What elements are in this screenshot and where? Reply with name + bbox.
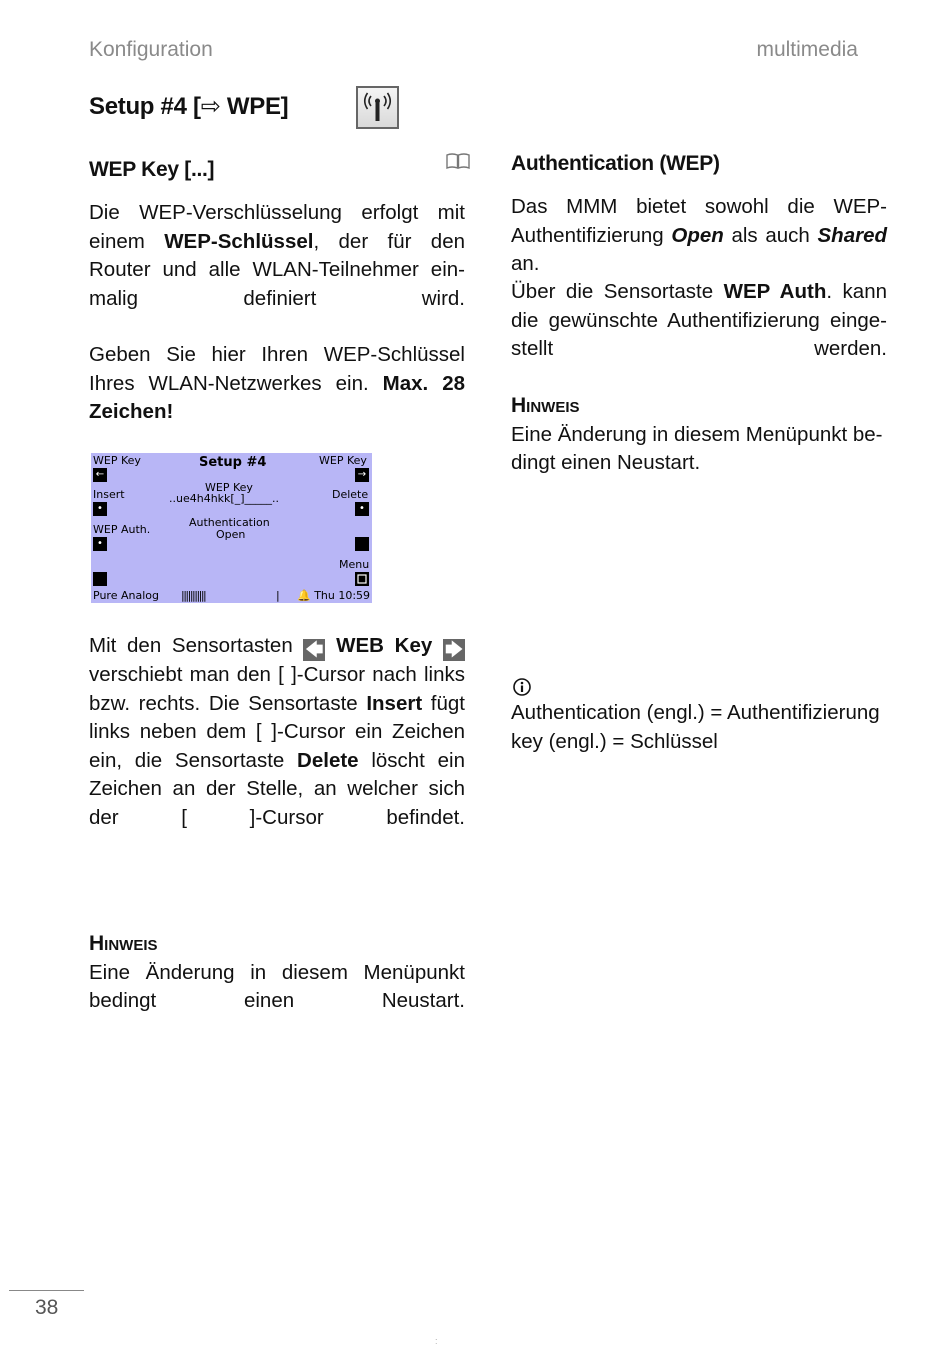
left-paragraph-3: Mit den Sensortasten 🡄 WEB Key 🡆 verschiebt man den [ ]-Cursor nach links bzw. rechts. Die Sensortaste Insert fügt links neben dem [ ]-Cursor ein Zeichen ein, die Sensortaste Delete löscht ein Zeichen an der Stelle, an welcher sich der [ ]-Cursor befindet. <box>89 634 466 829</box>
lcd-title: Setup #4 <box>199 455 267 470</box>
lcd-label-wep-auth: WEP Auth. <box>93 523 151 536</box>
left-paragraph-1: Die WEP-Verschlüsselung erfolgt mit einem WEP-Schlüssel, der für den Router und alle WLAN-Teilnehmer ein-malig definiert wird. <box>89 201 465 310</box>
lcd-label-insert: Insert <box>93 488 125 501</box>
wlan-antenna-icon <box>356 86 399 129</box>
right-paragraph-1: Das MMM bietet sowohl die WEP-Authentifizierung Open als auch Shared an. <box>511 195 887 276</box>
lcd-auth-label: Authentication <box>189 516 270 529</box>
note-heading: Hinweis <box>511 394 580 417</box>
arrow-left-key-icon: 🡄 <box>303 639 325 661</box>
open-book-icon <box>445 151 471 171</box>
lcd-label-wep-key-right: WEP Key <box>319 454 367 467</box>
running-header-section: Konfiguration <box>89 38 213 61</box>
footer-mark: : <box>435 1336 438 1346</box>
lcd-field-label: WEP Key <box>205 481 253 494</box>
lcd-insert-button[interactable]: • <box>93 502 107 516</box>
lcd-wep-auth-button[interactable]: • <box>93 537 107 551</box>
right-column <box>511 150 887 179</box>
glossary <box>511 699 901 756</box>
section-heading-wep-key: WEP Key [...] <box>89 158 215 181</box>
arrow-right-key-icon: 🡆 <box>443 639 465 661</box>
hollow-arrow-icon: ⇨ <box>200 93 221 120</box>
lcd-status-clock: 🔔 Thu 10:59 <box>297 589 371 602</box>
note-text: Eine Änderung in diesem Menüpunkt bedingt einen Neustart. <box>89 960 465 1013</box>
page-number: 38 <box>35 1296 59 1319</box>
lcd-field-value: ..ue4h4hkk[_]_____.. <box>169 492 279 505</box>
section-heading-authentication: Authentication (WEP) <box>511 152 720 175</box>
left-note <box>89 930 465 1044</box>
device-lcd-screen <box>91 453 372 603</box>
lcd-auth-value: Open <box>216 528 246 541</box>
left-column-top <box>89 156 465 185</box>
running-header-product: multimedia <box>756 38 858 61</box>
page-title: Setup #4 [⇨ WPE] <box>89 93 289 120</box>
info-circle-icon <box>512 677 532 697</box>
lcd-arrow-right-button[interactable]: → <box>355 468 369 482</box>
lcd-bottom-left-button[interactable] <box>93 572 107 586</box>
glossary-key: key (engl.) = Schlüssel <box>511 729 718 753</box>
lcd-label-menu: Menu <box>339 558 370 571</box>
right-note <box>511 392 887 478</box>
footer-rule <box>9 1290 84 1291</box>
lcd-blank-button[interactable] <box>355 537 369 551</box>
lcd-status-source: Pure Analog <box>93 589 159 602</box>
lcd-status-level-bar: ||||||||||| <box>181 589 206 602</box>
right-paragraph-2: Über die Sensortaste WEP Auth. kann die gewünschte Authentifizierung einge-stellt werden. <box>511 280 888 361</box>
lcd-delete-button[interactable]: • <box>355 502 369 516</box>
left-paragraph-2: Geben Sie hier Ihren WEP-Schlüssel Ihres WLAN-Netzwerkes ein. Max. 28 Zeichen! <box>89 343 465 424</box>
lcd-arrow-left-button[interactable]: ← <box>93 468 107 482</box>
lcd-status-separator: | <box>276 589 280 602</box>
note-text: Eine Änderung in diesem Menüpunkt be-dingt einen Neustart. <box>511 422 883 475</box>
lcd-label-delete: Delete <box>332 488 369 501</box>
lcd-label-wep-key-left: WEP Key <box>93 454 141 467</box>
glossary-authentication: Authentication (engl.) = Authentifizierung <box>511 701 880 724</box>
note-heading: Hinweis <box>89 932 158 955</box>
menu-icon[interactable] <box>355 572 369 586</box>
